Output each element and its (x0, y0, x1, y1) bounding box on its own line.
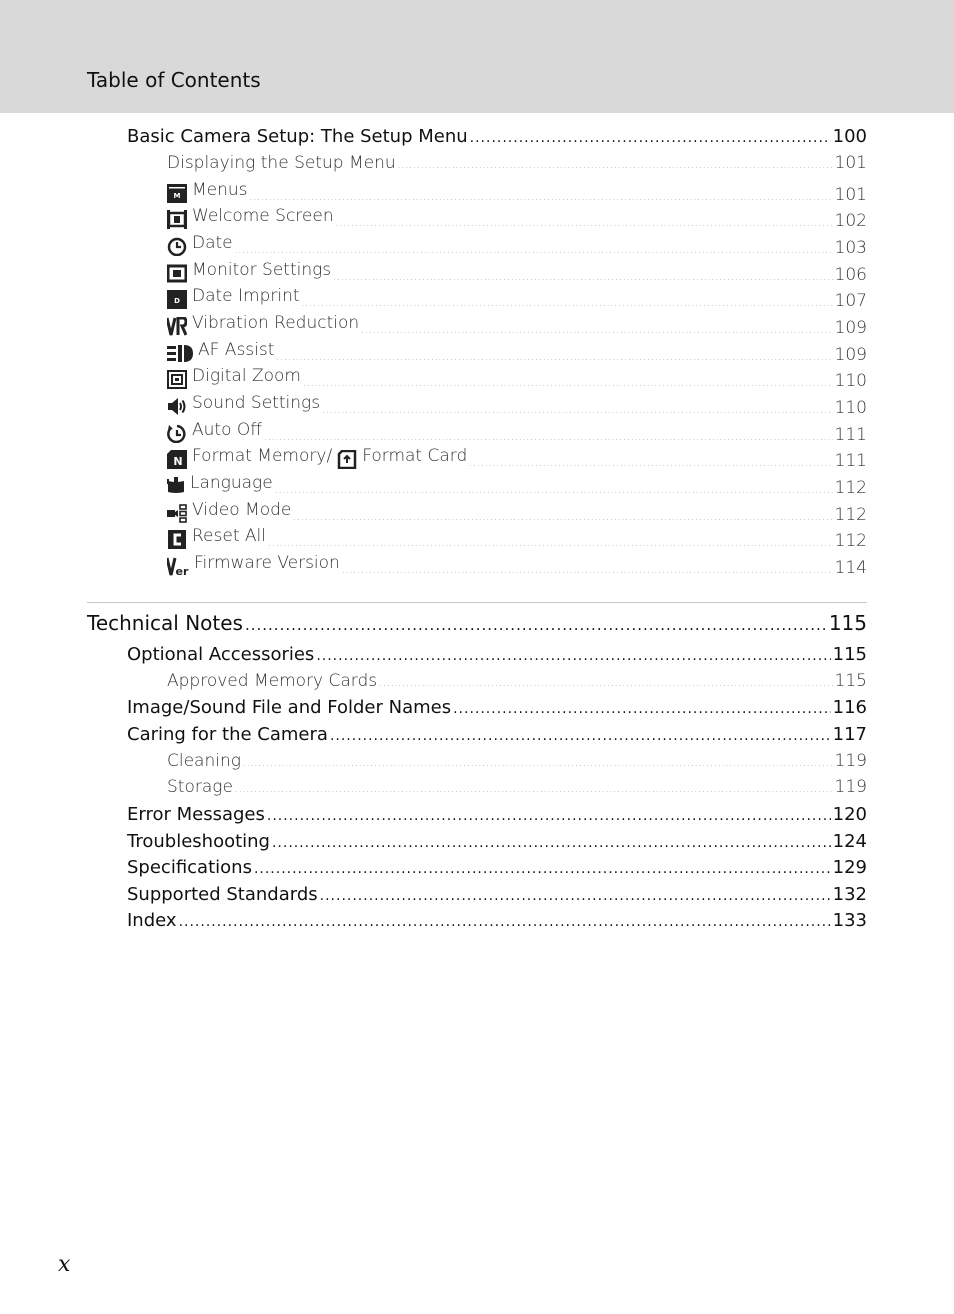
toc-entry-label: Approved Memory Cards (167, 671, 378, 691)
firmware-version-icon (167, 557, 189, 576)
leader-dots (453, 701, 831, 717)
toc-entry-label: Reset All (192, 526, 266, 546)
svg-text:D: D (174, 296, 180, 305)
toc-entry-page: 106 (834, 264, 867, 285)
toc-entry-label: Basic Camera Setup: The Setup Menu (127, 126, 468, 147)
reset-icon (167, 530, 187, 549)
toc-entry-optional-accessories[interactable] (127, 644, 867, 670)
leader-dots (379, 679, 832, 689)
toc-entry-page: 100 (832, 126, 867, 147)
toc-entry-digital-zoom[interactable] (167, 366, 867, 392)
leader-dots (333, 273, 832, 283)
toc-entry-date-imprint[interactable] (167, 286, 867, 312)
leader-dots (470, 130, 831, 146)
leader-dots (398, 161, 833, 171)
toc-entry-page: 119 (834, 751, 867, 771)
toc-entry-label-2: Format Card (362, 446, 468, 466)
video-mode-icon (167, 504, 187, 523)
toc-entry-page: 101 (834, 184, 867, 205)
toc-entry-vibration-reduction[interactable] (167, 313, 867, 339)
leader-dots (254, 861, 831, 877)
toc-entry-page: 133 (832, 910, 867, 931)
toc-entry-specifications[interactable] (127, 857, 867, 883)
page-header (0, 0, 954, 113)
toc-entry-af-assist[interactable] (167, 340, 867, 366)
page-title: Table of Contents (87, 68, 261, 92)
toc-entry-label: Troubleshooting (127, 831, 270, 852)
section-divider (87, 602, 867, 603)
toc-entry-approved-memory-cards[interactable] (167, 671, 867, 697)
toc-entry-label: Index (127, 910, 177, 931)
welcome-screen-icon (167, 210, 187, 229)
leader-dots (275, 486, 833, 496)
svg-text:er: er (175, 564, 189, 576)
menus-icon (167, 184, 187, 203)
leader-dots (316, 648, 830, 664)
auto-off-icon (167, 424, 187, 443)
leader-dots (272, 835, 831, 851)
toc-entry-caring-for-camera[interactable] (127, 724, 867, 750)
toc-entry-label: Firmware Version (194, 553, 340, 573)
leader-dots (293, 513, 832, 523)
toc-entry-page: 115 (832, 644, 867, 665)
toc-entry-page: 107 (834, 290, 867, 311)
toc-entry-page: 114 (834, 557, 867, 578)
toc-entry-setup-menu[interactable] (127, 126, 867, 152)
toc-entry-monitor-settings[interactable] (167, 260, 867, 286)
toc-entry-page: 109 (834, 317, 867, 338)
toc-entry-auto-off[interactable] (167, 420, 867, 446)
leader-dots (330, 728, 831, 744)
toc-entry-label: Cleaning (167, 751, 241, 771)
toc-entry-page: 124 (832, 831, 867, 852)
toc-entry-page: 110 (834, 370, 867, 391)
leader-dots (250, 193, 833, 203)
leader-dots (235, 246, 833, 256)
toc-entry-label: Storage (167, 777, 233, 797)
svg-text:N: N (173, 454, 183, 468)
toc-entry-label: AF Assist (198, 340, 275, 360)
toc-entry-cleaning[interactable] (167, 751, 867, 777)
toc-entry-page: 112 (834, 504, 867, 525)
toc-entry-page: 116 (832, 697, 867, 718)
toc-entry-label: Vibration Reduction (192, 313, 360, 333)
toc-entry-label: Error Messages (127, 804, 265, 825)
leader-dots (303, 379, 833, 389)
toc-entry-label: Displaying the Setup Menu (167, 153, 396, 173)
leader-dots (235, 785, 833, 795)
leader-dots (302, 299, 833, 309)
toc-section-technical-notes[interactable] (87, 611, 867, 637)
toc-entry-page: 115 (834, 671, 867, 691)
toc-entry-label: Language (190, 473, 273, 493)
toc-entry-video-mode[interactable] (167, 500, 867, 526)
leader-dots (276, 353, 832, 363)
toc-entry-page: 109 (834, 344, 867, 365)
toc-entry-sound-settings[interactable] (167, 393, 867, 419)
toc-entry-label: Optional Accessories (127, 644, 315, 665)
leader-dots (245, 616, 827, 634)
toc-entry-label: Menus (192, 180, 248, 200)
toc-entry-page: 102 (834, 210, 867, 231)
toc-entry-label: Monitor Settings (192, 260, 332, 280)
leader-dots (320, 888, 831, 904)
toc-entry-page: 120 (832, 804, 867, 825)
clock-icon (167, 237, 187, 256)
language-icon (167, 477, 185, 496)
leader-dots (243, 759, 833, 769)
toc-entry-language[interactable] (167, 473, 867, 499)
toc-entry-format-memory-card[interactable] (167, 446, 867, 472)
toc-entry-label: Date Imprint (192, 286, 300, 306)
toc-entry-displaying-setup-menu[interactable] (167, 153, 867, 179)
af-assist-icon (167, 344, 193, 363)
svg-text:M: M (173, 191, 181, 200)
toc-entry-page: 129 (832, 857, 867, 878)
format-memory-icon (167, 450, 187, 469)
date-imprint-icon (167, 290, 187, 309)
leader-dots (361, 326, 832, 336)
toc-entry-label: Auto Off (192, 420, 262, 440)
toc-entry-page: 111 (834, 450, 867, 471)
toc-entry-page: 115 (828, 611, 867, 635)
leader-dots (336, 219, 833, 229)
toc-entry-label: Video Mode (192, 500, 292, 520)
toc-entry-page: 101 (834, 153, 867, 173)
toc-entry-label: Technical Notes (87, 611, 243, 635)
toc-entry-troubleshooting[interactable] (127, 831, 867, 857)
leader-dots (264, 433, 833, 443)
toc-entry-error-messages[interactable] (127, 804, 867, 830)
leader-dots (179, 914, 831, 930)
toc-entry-index[interactable] (127, 910, 867, 936)
toc-entry-menus[interactable] (167, 180, 867, 206)
toc-entry-label: Digital Zoom (192, 366, 301, 386)
toc-entry-file-folder-names[interactable] (127, 697, 867, 723)
toc-entry-page: 119 (834, 777, 867, 797)
toc-entry-label: Format Memory/ (192, 446, 333, 466)
toc-entry-welcome-screen[interactable] (167, 206, 867, 232)
toc-entry-label: Sound Settings (192, 393, 321, 413)
monitor-icon (167, 264, 187, 283)
toc-entry-storage[interactable] (167, 777, 867, 803)
leader-dots (469, 459, 832, 469)
toc-entry-label: Caring for the Camera (127, 724, 328, 745)
toc-entry-page: 111 (834, 424, 867, 445)
toc-entry-firmware-version[interactable] (167, 553, 867, 579)
digital-zoom-icon (167, 370, 187, 389)
leader-dots (322, 406, 832, 416)
toc-entry-page: 103 (834, 237, 867, 258)
page-number: x (58, 1252, 71, 1277)
toc-entry-supported-standards[interactable] (127, 884, 867, 910)
toc-entry-page: 110 (834, 397, 867, 418)
toc-entry-label: Specifications (127, 857, 252, 878)
toc-entry-reset-all[interactable] (167, 526, 867, 552)
leader-dots (267, 808, 831, 824)
toc-entry-page: 117 (832, 724, 867, 745)
format-card-icon (337, 450, 357, 469)
toc-entry-page: 112 (834, 530, 867, 551)
speaker-icon (167, 397, 187, 416)
toc-entry-label: Supported Standards (127, 884, 318, 905)
toc-entry-label: Image/Sound File and Folder Names (127, 697, 452, 718)
toc-entry-label: Welcome Screen (192, 206, 334, 226)
leader-dots (342, 566, 833, 576)
leader-dots (268, 539, 833, 549)
vr-icon (167, 317, 187, 336)
toc-entry-label: Date (192, 233, 233, 253)
toc-entry-date[interactable] (167, 233, 867, 259)
toc-entry-page: 112 (834, 477, 867, 498)
toc-entry-page: 132 (832, 884, 867, 905)
